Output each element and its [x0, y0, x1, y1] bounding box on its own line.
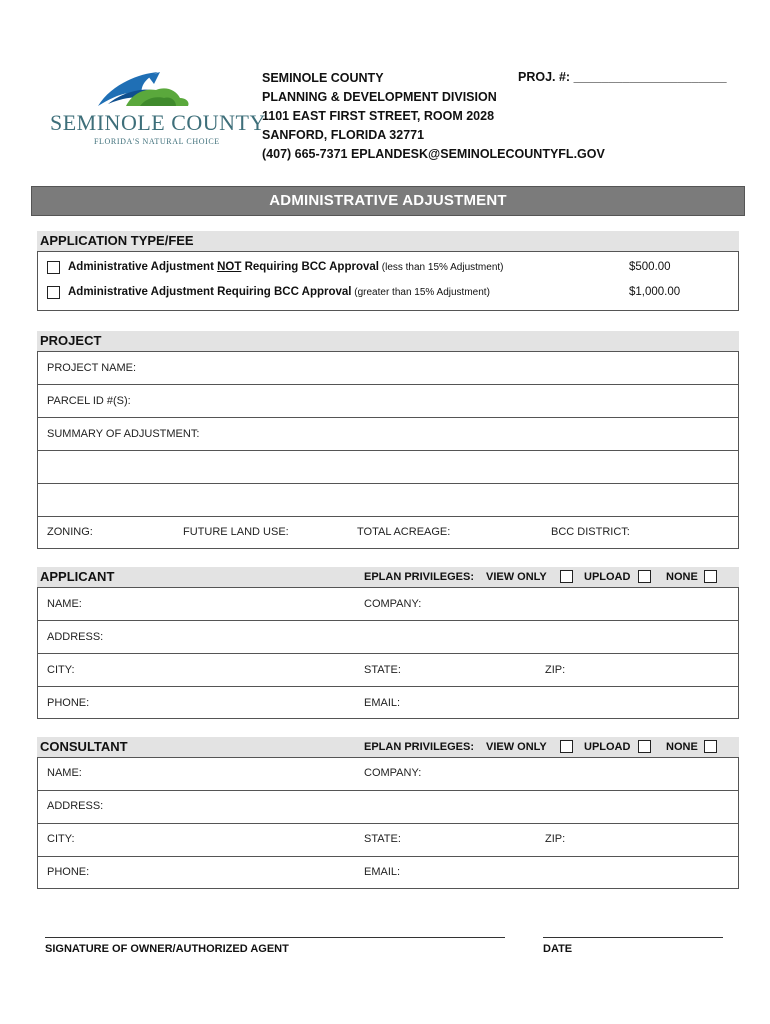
seminole-county-logo	[48, 68, 266, 150]
applicant-view-only-label: VIEW ONLY	[486, 571, 547, 583]
header-street: 1101 EAST FIRST STREET, ROOM 2028	[262, 109, 495, 123]
option-adjustment-bcc	[68, 286, 490, 298]
fee-no-bcc: $500.00	[629, 261, 671, 273]
divider	[37, 790, 739, 791]
summary-field[interactable]: SUMMARY OF ADJUSTMENT:	[47, 428, 200, 440]
consultant-state-field[interactable]: STATE:	[364, 833, 401, 845]
date-line[interactable]	[543, 937, 723, 938]
applicant-upload-label: UPLOAD	[584, 571, 631, 583]
consultant-none-checkbox[interactable]	[704, 740, 717, 753]
project-name-field[interactable]: PROJECT NAME:	[47, 362, 137, 374]
divider	[37, 417, 739, 418]
divider	[37, 384, 739, 385]
summary-line-2[interactable]	[38, 451, 738, 483]
consultant-upload-checkbox[interactable]	[638, 740, 651, 753]
form-title: ADMINISTRATIVE ADJUSTMENT	[269, 192, 507, 209]
applicant-email-field[interactable]: EMAIL:	[364, 697, 401, 709]
consultant-address-field[interactable]: ADDRESS:	[47, 800, 104, 812]
future-land-use-field[interactable]: FUTURE LAND USE:	[183, 526, 289, 538]
consultant-eplan-label: EPLAN PRIVILEGES:	[364, 741, 475, 753]
consultant-view-only-checkbox[interactable]	[560, 740, 573, 753]
divider	[37, 856, 739, 857]
option-label-emph: NOT	[217, 261, 242, 273]
header-city: SANFORD, FLORIDA 32771	[262, 128, 425, 142]
parcel-id-field[interactable]: PARCEL ID #(S):	[47, 395, 131, 407]
option-label-pre: Administrative Adjustment Requiring BCC Approval	[68, 286, 352, 298]
divider	[37, 823, 739, 824]
date-label: DATE	[543, 943, 573, 955]
signature-label: SIGNATURE OF OWNER/AUTHORIZED AGENT	[45, 943, 289, 955]
applicant-phone-field[interactable]: PHONE:	[47, 697, 90, 709]
option-label-pre: Administrative Adjustment	[68, 261, 218, 273]
applicant-upload-checkbox[interactable]	[638, 570, 651, 583]
divider	[37, 653, 739, 654]
option-note: (greater than 15% Adjustment)	[351, 287, 490, 298]
applicant-state-field[interactable]: STATE:	[364, 664, 401, 676]
application-section-title: APPLICATION TYPE/FEE	[40, 233, 194, 248]
consultant-phone-field[interactable]: PHONE:	[47, 866, 90, 878]
consultant-zip-field[interactable]: ZIP:	[545, 833, 566, 845]
project-section-bar	[37, 331, 739, 351]
project-section-title: PROJECT	[40, 333, 102, 348]
divider	[37, 620, 739, 621]
total-acreage-field[interactable]: TOTAL ACREAGE:	[357, 526, 451, 538]
option-note: (less than 15% Adjustment)	[378, 262, 504, 273]
fee-bcc: $1,000.00	[629, 286, 681, 298]
summary-line-3[interactable]	[38, 484, 738, 516]
consultant-none-label: NONE	[666, 741, 698, 753]
bcc-district-field[interactable]: BCC DISTRICT:	[551, 526, 630, 538]
applicant-zip-field[interactable]: ZIP:	[545, 664, 566, 676]
consultant-section-title: CONSULTANT	[40, 739, 128, 754]
divider	[37, 516, 739, 517]
application-box	[37, 251, 739, 311]
applicant-eplan-label: EPLAN PRIVILEGES:	[364, 571, 475, 583]
logo-wordmark: SEMINOLE COUNTY	[50, 110, 266, 135]
consultant-email-field[interactable]: EMAIL:	[364, 866, 401, 878]
option-label-post: Requiring BCC Approval	[241, 261, 379, 273]
consultant-upload-label: UPLOAD	[584, 741, 631, 753]
divider	[37, 686, 739, 687]
zoning-field[interactable]: ZONING:	[47, 526, 93, 538]
consultant-name-field[interactable]: NAME:	[47, 767, 82, 779]
form-title-bar	[31, 186, 745, 216]
applicant-section-title: APPLICANT	[40, 569, 115, 584]
consultant-company-field[interactable]: COMPANY:	[364, 767, 422, 779]
checkbox-adjustment-bcc[interactable]	[47, 286, 60, 299]
applicant-none-label: NONE	[666, 571, 698, 583]
applicant-address-field[interactable]: ADDRESS:	[47, 631, 104, 643]
applicant-city-field[interactable]: CITY:	[47, 664, 75, 676]
checkbox-adjustment-no-bcc[interactable]	[47, 261, 60, 274]
consultant-view-only-label: VIEW ONLY	[486, 741, 547, 753]
option-adjustment-no-bcc	[68, 261, 504, 273]
applicant-none-checkbox[interactable]	[704, 570, 717, 583]
header-division: PLANNING & DEVELOPMENT DIVISION	[262, 90, 497, 104]
header-org-name: SEMINOLE COUNTY	[262, 71, 384, 85]
applicant-company-field[interactable]: COMPANY:	[364, 598, 422, 610]
logo-tagline: FLORIDA'S NATURAL CHOICE	[94, 137, 220, 146]
consultant-city-field[interactable]: CITY:	[47, 833, 75, 845]
project-number-field[interactable]: PROJ. #: ______________________	[518, 70, 727, 84]
header-contact: (407) 665-7371 EPLANDESK@SEMINOLECOUNTYFL.GOV	[262, 147, 605, 161]
signature-line[interactable]	[45, 937, 505, 938]
applicant-name-field[interactable]: NAME:	[47, 598, 82, 610]
applicant-view-only-checkbox[interactable]	[560, 570, 573, 583]
